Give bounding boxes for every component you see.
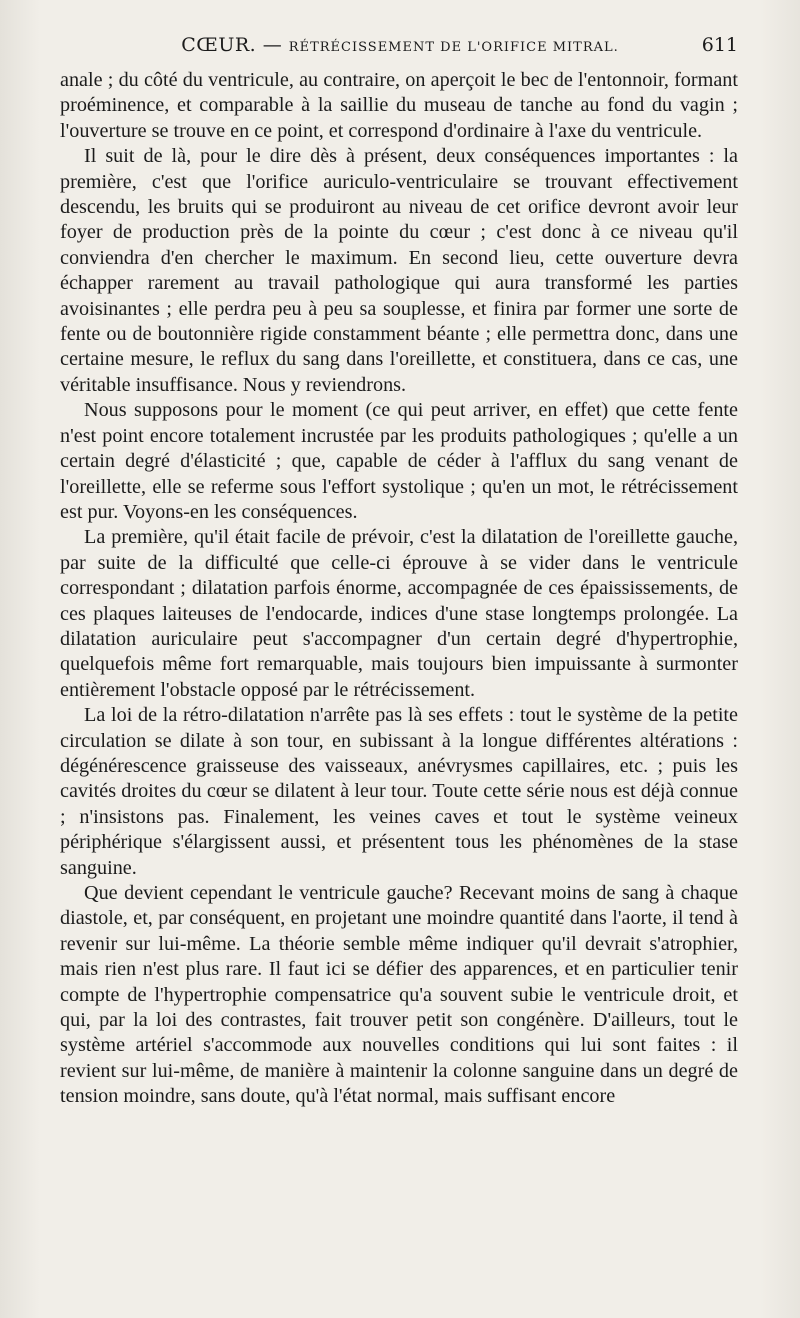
paragraph-3: Nous supposons pour le moment (ce qui peut arriver, en effet) que cette fente n'est point encore totalement incrustée par les produits pathologiques ; qu'elle a un certain degré d'élasticité ; que, capable de céder à l'afflux du sang venant de l'oreillette, elle se referme sous l'effort systolique ; qu'en un mot, le rétrécissement est pur. Voyons-en les conséquences.: [60, 399, 738, 523]
running-title: [60, 34, 740, 56]
paragraph-6: Que devient cependant le ventricule gauche? Recevant moins de sang à chaque diastole, et, par conséquent, en projetant une moindre quantité dans l'aorte, il tend à revenir sur lui-même. La théorie semble même indiquer qu'il devrait s'atrophier, mais rien n'est plus rare. Il faut ici se défier des apparences, et en particulier tenir compte de l'hypertrophie compensatrice qu'a souvent subie le ventricule droit, et qui, par la loi des contrastes, fait trouver petit son congénère. D'ailleurs, tout le système artériel s'accommode aux nouvelles conditions qui lui sont faites : il revient sur lui-même, de manière à maintenir la colonne sanguine dans un degré de tension moindre, sans doute, qu'à l'état normal, mais suffisant encore: [60, 882, 738, 1108]
chapter-title: CŒUR. —: [181, 34, 283, 56]
paragraph-4: La première, qu'il était facile de prévoir, c'est la dilatation de l'oreillette gauche, par suite de la difficulté que celle-ci éprouve à se vider dans le ventricule correspondant ; dilatation parfois énorme, accompagnée de ces épaississements, de ces plaques laiteuses de l'endocarde, indices d'une stase longtemps prolongée. La dilatation auriculaire peut s'accompagner d'un certain degré d'hypertrophie, quelquefois même fort remarquable, mais toujours bien impuissante à surmonter entièrement l'obstacle opposé par le rétrécissement.: [60, 526, 738, 701]
paragraph-5: La loi de la rétro-dilatation n'arrête pas là ses effets : tout le système de la petite circulation se dilate à son tour, en subissant à la longue différentes altérations : dégénérescence graisseuse des vaisseaux, anévrysmes capillaires, etc. ; puis les cavités droites du cœur se dilatent à leur tour. Toute cette série nous est déjà connue ; n'insistons pas. Finalement, les veines caves et tout le système veineux périphérique s'élargissent aussi, et présentent tous les phénomènes de la stase sanguine.: [60, 704, 738, 879]
section-title: RÉTRÉCISSEMENT DE L'ORIFICE MITRAL.: [288, 40, 619, 55]
running-header: [60, 34, 740, 60]
paragraph-1: anale ; du côté du ventricule, au contraire, on aperçoit le bec de l'entonnoir, formant proéminence, et comparable à la saillie du museau de tanche au fond du vagin ; l'ouverture se trouve en ce point, et correspond d'ordinaire à l'axe du ventricule.: [60, 69, 738, 142]
page-number: 611: [701, 34, 738, 56]
paragraph-2: Il suit de là, pour le dire dès à présent, deux conséquences importantes : la première, c'est que l'orifice auriculo-ventriculaire se trouvant effectivement descendu, les bruits qui se produiront au niveau de cet orifice devront avoir leur foyer de production près de la pointe du cœur ; c'est donc à ce niveau qu'il conviendra d'en chercher le maximum. En second lieu, cette ouverture devra échapper rarement au travail pathologique qui aura transformé les parties avoisinantes ; elle perdra peu à peu sa souplesse, et finira par former une sorte de fente ou de boutonnière rigide constamment béante ; elle permettra donc, dans une certaine mesure, le reflux du sang dans l'oreillette, et constituera, dans ce cas, une véritable insuffisance. Nous y reviendrons.: [60, 145, 738, 396]
body-text: [60, 68, 738, 1110]
